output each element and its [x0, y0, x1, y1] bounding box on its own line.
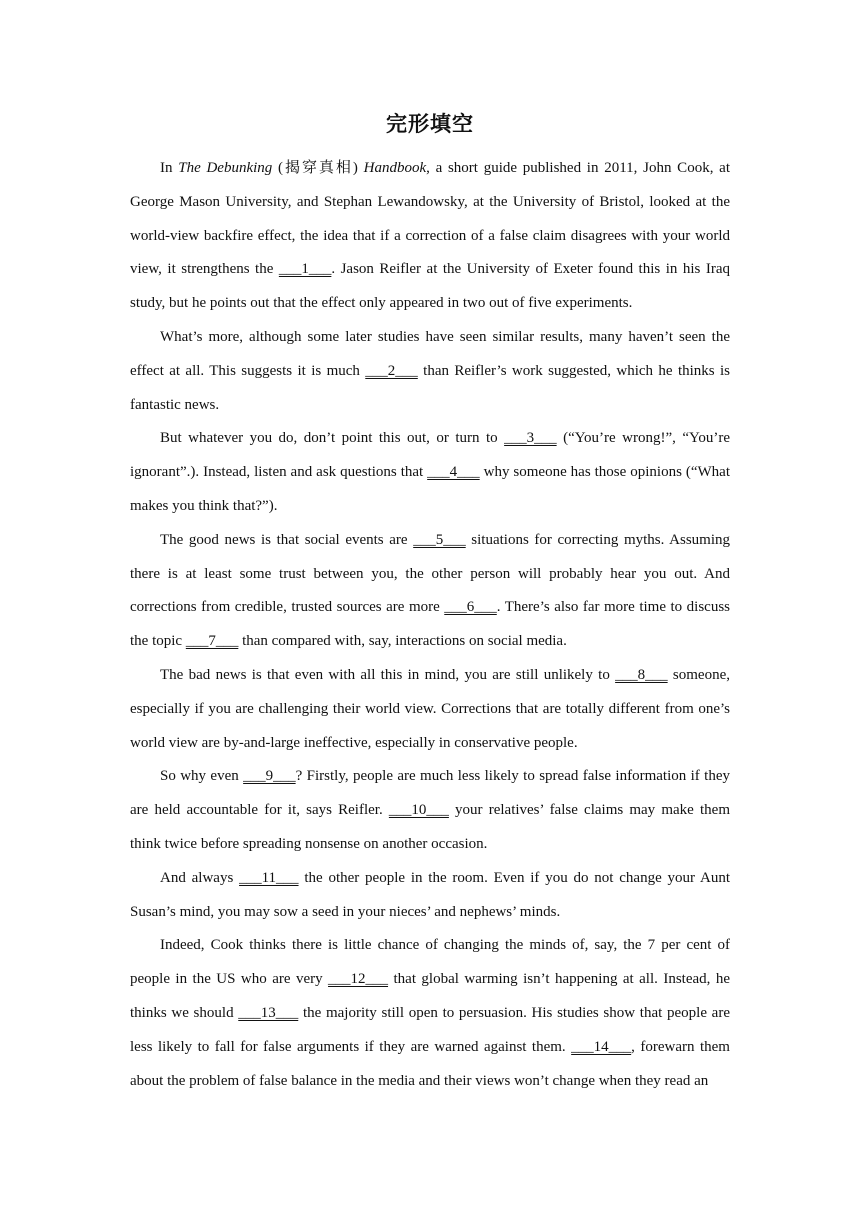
text-run: What’s more, although some later studies have seen similar results, many haven’t seen the effect at all. This suggests it is much — [130, 328, 730, 379]
answer-blank: ___11___ — [239, 869, 299, 886]
answer-blank: ___2___ — [365, 362, 418, 379]
answer-blank: ___4___ — [427, 464, 480, 481]
paragraph — [130, 862, 730, 930]
answer-blank: ___14___ — [571, 1038, 632, 1055]
paragraph — [130, 524, 730, 659]
text-run: . Jason Reifler at the University of Exeter found this in his Iraq study, but he points out that the effect only appeared in two out of five experiments. — [130, 261, 730, 312]
text-run: The bad news is that even with all this in mind, you are still unlikely to — [160, 666, 616, 683]
answer-blank: ___3___ — [504, 430, 557, 447]
text-run: The good news is that social events are — [160, 531, 414, 548]
answer-blank: ___5___ — [413, 531, 466, 548]
text-run: . There’s also far more time to discuss the topic — [130, 599, 730, 650]
text-run: that global warming isn’t happening at all. Instead, he thinks we should — [130, 971, 730, 1021]
paragraph — [130, 152, 730, 321]
text-run: why someone has those opinions (“What makes you think that?”). — [130, 464, 730, 514]
answer-blank: ___13___ — [238, 1004, 299, 1021]
text-run: (揭穿真相) — [272, 160, 364, 176]
answer-blank: ___8___ — [615, 666, 668, 683]
book-title-italic: Handbook — [363, 160, 427, 176]
text-run: But whatever you do, don’t point this out, or turn to — [160, 430, 505, 447]
text-run: the other people in the room. Even if you do not change your Aunt Susan’s mind, you may sow a seed in your nieces’ and nephews’ minds. — [130, 869, 730, 920]
book-title-italic: The Debunking — [178, 160, 273, 176]
paragraph — [130, 659, 730, 760]
text-run: than compared with, say, interactions on social media. — [238, 633, 567, 650]
text-run: someone, especially if you are challenging their world view. Corrections that are totally different from one’s world view are by-and-large ineffective, especially in conservative people. — [130, 666, 730, 751]
text-run: the majority still open to persuasion. His studies show that people are less likely to fall for false arguments if they are warned against them. — [130, 1004, 730, 1055]
paragraph — [130, 321, 730, 422]
text-run: So why even — [160, 768, 244, 785]
answer-blank: ___12___ — [328, 971, 389, 988]
answer-blank: ___6___ — [444, 599, 497, 616]
text-run: And always — [160, 869, 240, 886]
paragraph — [130, 760, 730, 861]
text-run: Indeed, Cook thinks there is little chance of changing the minds of, say, the 7 per cent of people in the US who are very — [130, 937, 730, 988]
text-run: , forewarn them about the problem of false balance in the media and their views won’t change when they read an — [130, 1038, 730, 1089]
page-title: 完形填空 — [386, 111, 474, 136]
paragraph — [130, 422, 730, 523]
text-run: In — [160, 160, 179, 176]
text-run: than Reifler’s work suggested, which he thinks is fantastic news. — [130, 362, 730, 413]
text-run: , a short guide published in 2011, John Cook, at George Mason University, and Stephan Lewandowsky, at the University of Bristol, looked at the world-view backfire effect, the idea that if a correction of a false claim disagrees with your world view, it strengthens the — [130, 160, 730, 278]
answer-blank: ___10___ — [388, 802, 449, 819]
text-run: ? Firstly, people are much less likely to spread false information if they are held accountable for it, says Reifler. — [130, 768, 730, 819]
text-run: (“You’re wrong!”, “You’re ignorant”.). Instead, listen and ask questions that — [130, 430, 730, 481]
passage-body — [130, 152, 730, 1098]
answer-blank: ___7___ — [185, 633, 239, 650]
text-run: your relatives’ false claims may make them think twice before spreading nonsense on another occasion. — [130, 802, 730, 852]
text-run: situations for correcting myths. Assuming there is at least some trust between you, the other person will probably hear you out. And corrections from credible, trusted sources are more — [130, 531, 730, 616]
paragraph — [130, 929, 730, 1098]
answer-blank: ___9___ — [243, 768, 296, 785]
answer-blank: ___1___ — [278, 261, 332, 278]
